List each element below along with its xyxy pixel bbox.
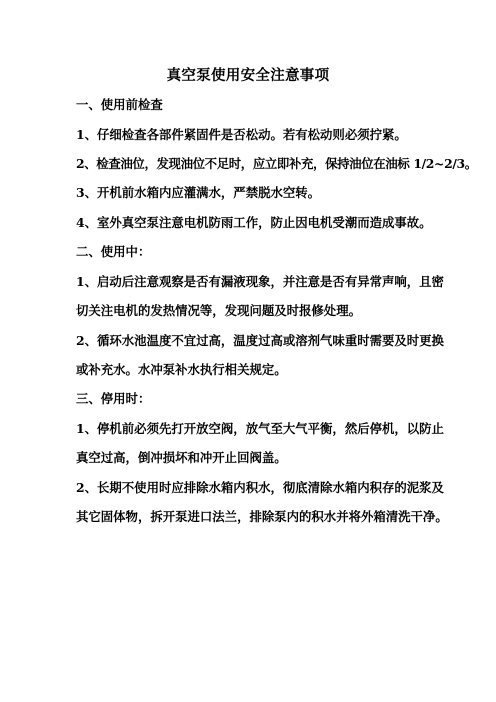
- item-1-4: 4、室外真空泵注意电机防雨工作，防止因电机受潮而造成事故。: [76, 215, 432, 230]
- item-3-2-line-2: 其它固体物，拆开泵进口法兰，排除泵内的积水并将外箱清洗干净。: [76, 509, 448, 524]
- item-2-1-line-1: 1、启动后注意观察是否有漏液现象，并注意是否有异常声响，且密: [76, 274, 444, 289]
- section-heading-before-use: 一、使用前检查: [76, 97, 163, 112]
- item-2-2-line-2: 或补充水。水冲泵补水执行相关规定。: [76, 362, 287, 377]
- section-heading-shutdown: 三、停用时：: [76, 391, 151, 406]
- item-3-2-line-1: 2、长期不使用时应排除水箱内积水，彻底清除水箱内积存的泥浆及: [76, 480, 444, 495]
- item-1-2: 2、检查油位，发现油位不足时，应立即补充，保持油位在油标 1/2~2/3。: [76, 156, 477, 171]
- item-2-2-line-1: 2、循环水池温度不宜过高，温度过高或溶剂气味重时需要及时更换: [76, 333, 444, 348]
- item-1-1: 1、仔细检查各部件紧固件是否松动。若有松动则必须拧紧。: [76, 127, 407, 142]
- document-title: 真空泵使用安全注意事项: [166, 67, 330, 84]
- section-heading-in-use: 二、使用中：: [76, 244, 151, 259]
- item-3-1-line-1: 1、停机前必须先打开放空阀，放气至大气平衡，然后停机，以防止: [76, 421, 444, 436]
- item-2-1-line-2: 切关注电机的发热情况等，发现问题及时报修处理。: [76, 303, 361, 318]
- item-3-1-line-2: 真空过高，倒冲损坏和冲开止回阀盖。: [76, 450, 287, 465]
- item-1-3: 3、开机前水箱内应灌满水，严禁脱水空转。: [76, 185, 321, 200]
